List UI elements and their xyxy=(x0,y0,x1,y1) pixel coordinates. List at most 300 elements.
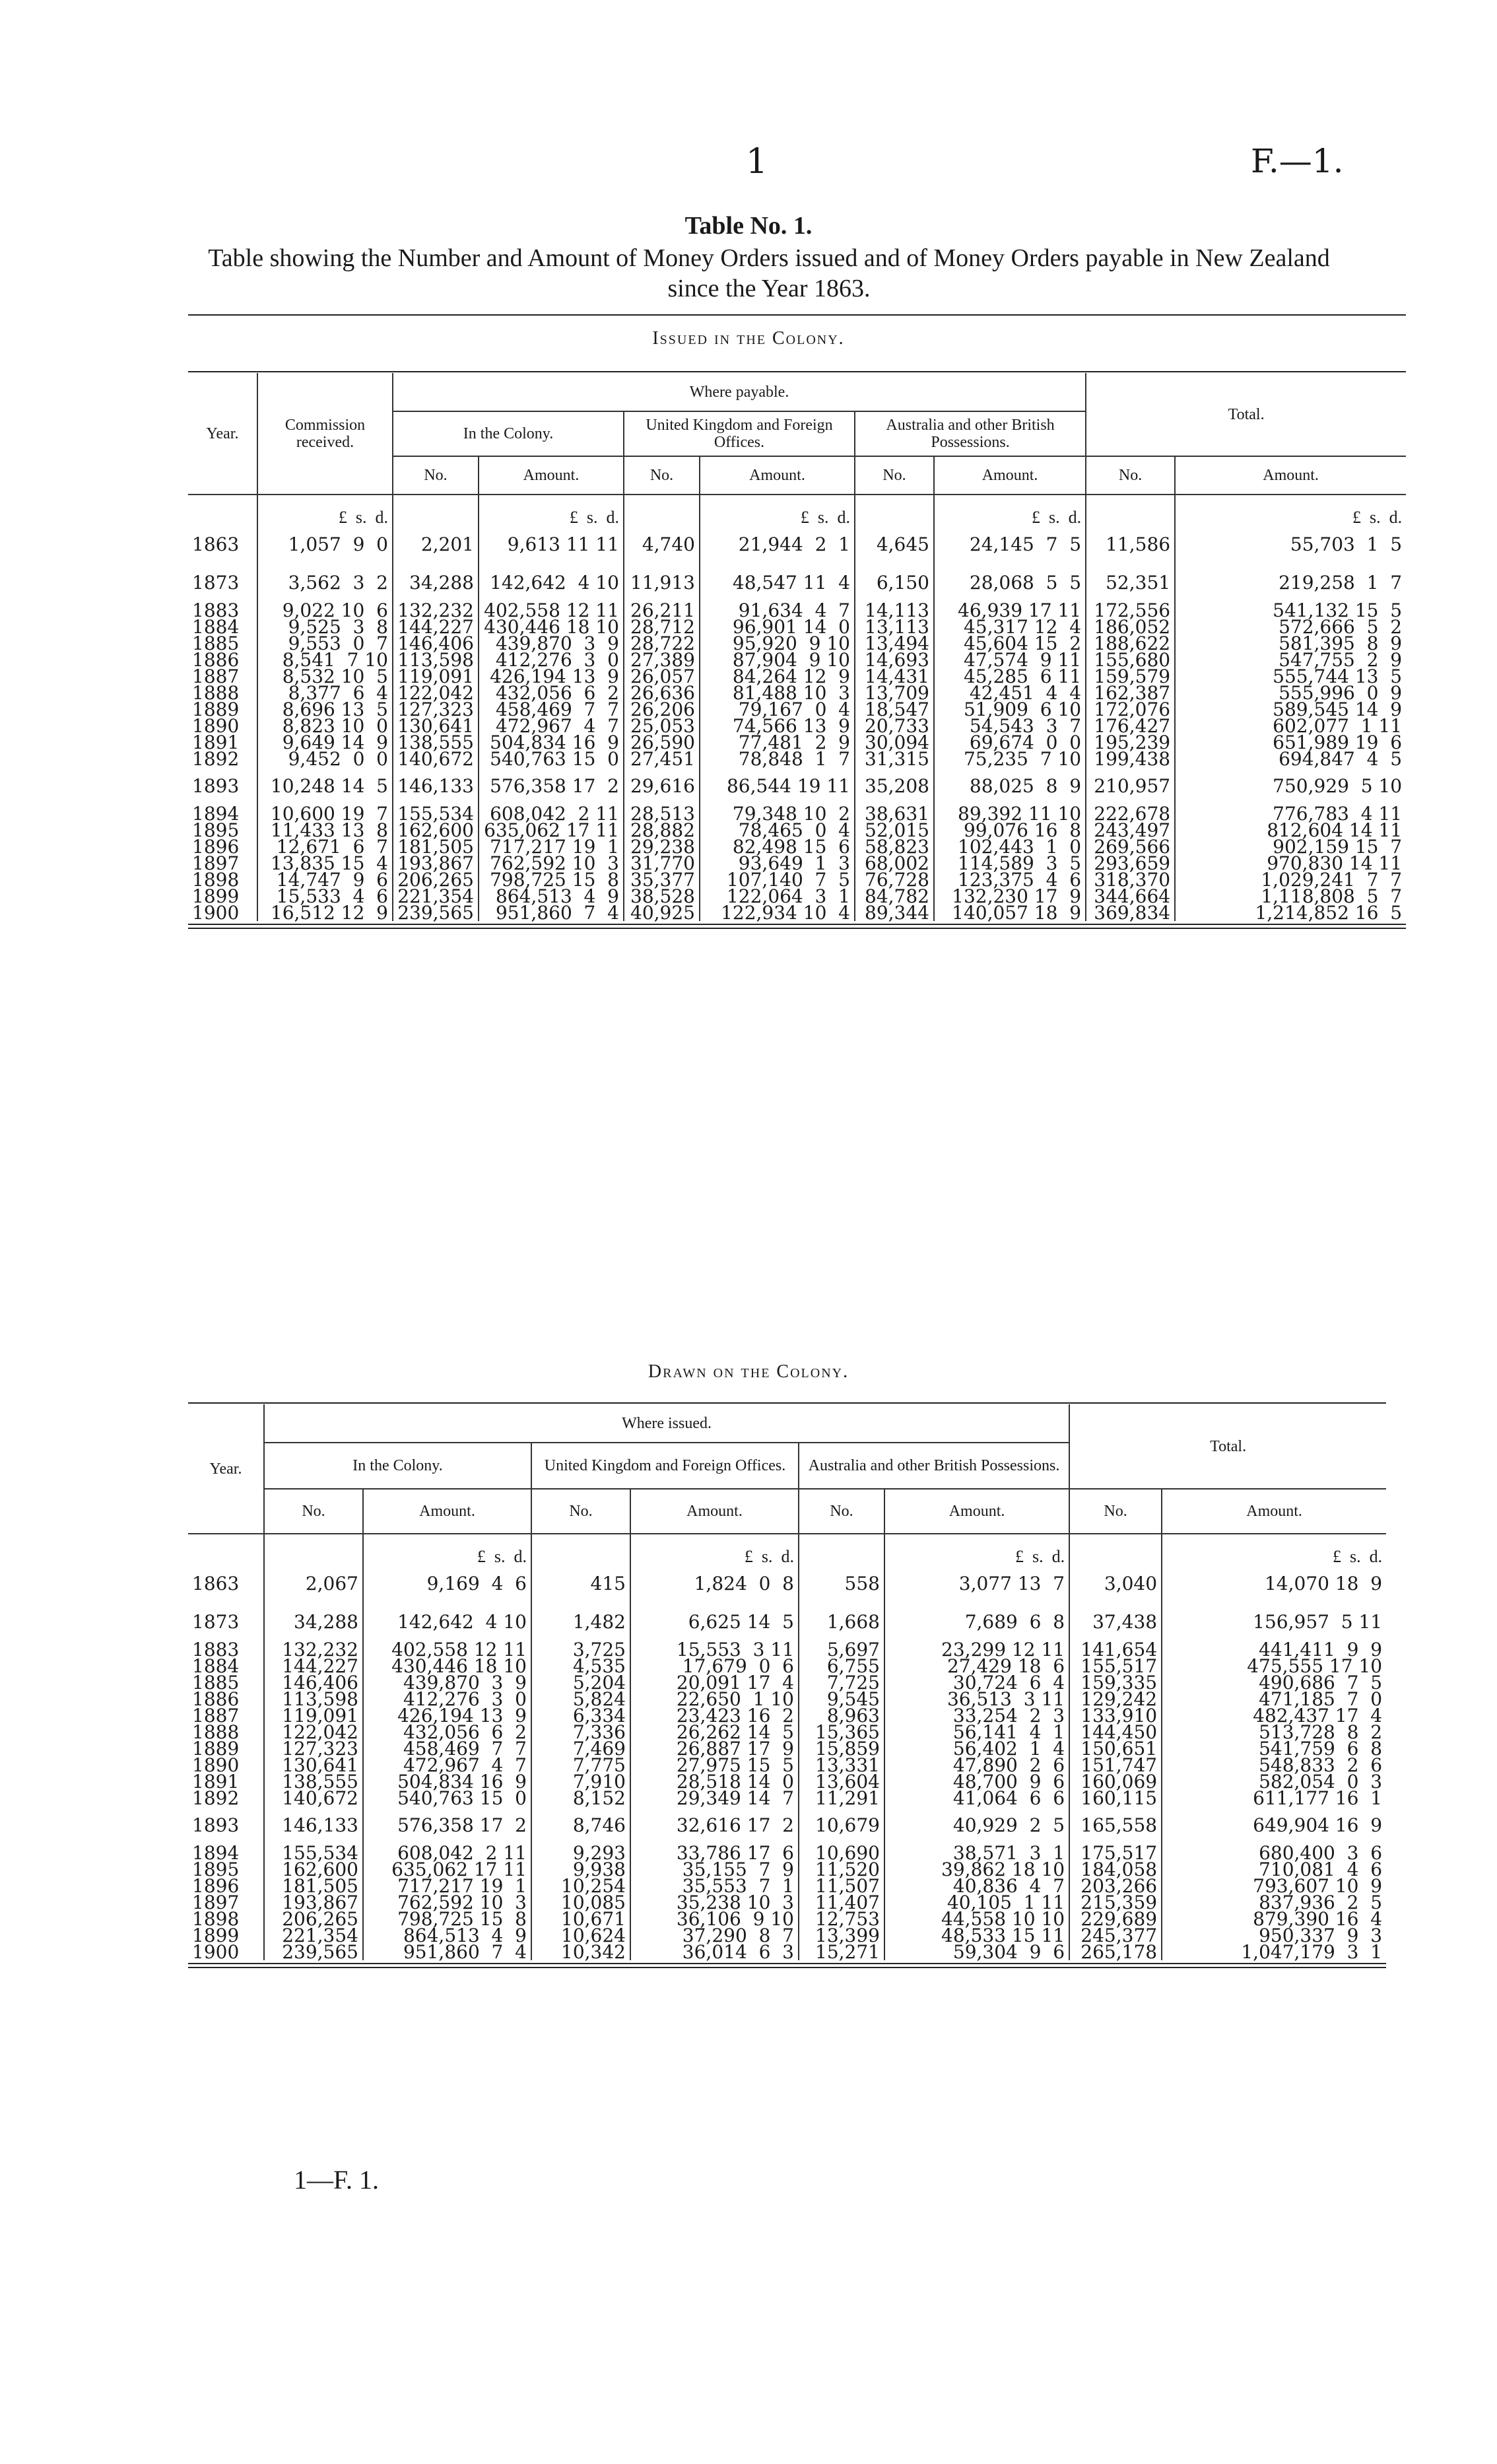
cell-aamt: 59,304 9 6 xyxy=(884,1944,1069,1960)
cell-camt: 412,276 3 0 xyxy=(479,652,624,668)
cell-tno: 133,910 xyxy=(1069,1707,1162,1724)
cell-tamt: 548,833 2 6 xyxy=(1162,1757,1386,1773)
cell-ukamt: 95,920 9 10 xyxy=(700,635,855,652)
cell-year: 1893 xyxy=(192,1814,240,1836)
cell-tno: 162,387 xyxy=(1086,685,1175,701)
cell-year: 1898 xyxy=(192,1908,240,1930)
cell-ano: 15,365 xyxy=(799,1724,884,1740)
cell-ukamt: 1,824 0 8 xyxy=(630,1565,799,1603)
cell-aamt: 89,392 11 10 xyxy=(934,805,1086,822)
cell-camt: 540,763 15 0 xyxy=(363,1790,531,1806)
cell-aamt: 45,604 15 2 xyxy=(934,635,1086,652)
cell-camt: 430,446 18 10 xyxy=(479,619,624,635)
cell-ukamt: 15,553 3 11 xyxy=(630,1641,799,1658)
cell-tamt: 541,759 6 8 xyxy=(1162,1740,1386,1757)
cell-tno: 243,497 xyxy=(1086,822,1175,838)
drawn-table xyxy=(188,1404,1386,1963)
page-number: 1 xyxy=(746,142,768,182)
cell-aamt: 23,299 12 11 xyxy=(884,1641,1069,1658)
cell-cno: 193,867 xyxy=(393,855,479,872)
cell-aamt: 140,057 18 9 xyxy=(934,905,1086,921)
cell-year: 1896 xyxy=(192,836,240,858)
cell-tamt: 513,728 8 2 xyxy=(1162,1724,1386,1740)
cell-camt: 576,358 17 2 xyxy=(479,767,624,805)
cell-cno: 34,288 xyxy=(264,1603,363,1641)
cell-year: 1900 xyxy=(192,902,240,924)
cell-ano: 15,859 xyxy=(799,1740,884,1757)
cell-ukamt: 21,944 2 1 xyxy=(700,526,855,564)
cell-ukamt: 87,904 9 10 xyxy=(700,652,855,668)
cell-tno: 188,622 xyxy=(1086,635,1175,652)
cell-tno: 176,427 xyxy=(1086,718,1175,734)
cell-ukno: 26,057 xyxy=(624,668,700,685)
issued-header-total: Total. xyxy=(1086,373,1406,456)
cell-year: 1885 xyxy=(192,1672,240,1694)
cell-aamt: 45,317 12 4 xyxy=(934,619,1086,635)
drawn-units-row xyxy=(188,1534,1386,1565)
cell-ukamt: 82,498 15 6 xyxy=(700,838,855,855)
cell-cno: 127,323 xyxy=(264,1740,363,1757)
cell-ukno: 31,770 xyxy=(624,855,700,872)
cell-ukamt: 81,488 10 3 xyxy=(700,685,855,701)
cell-comm: 9,553 0 7 xyxy=(257,635,393,652)
cell-year: 1886 xyxy=(192,1688,240,1710)
cell-cno: 34,288 xyxy=(393,564,479,602)
cell-tno: 3,040 xyxy=(1069,1565,1162,1603)
cell-camt: 402,558 12 11 xyxy=(363,1641,531,1658)
cell-cno: 140,672 xyxy=(264,1790,363,1806)
cell-tamt: 950,337 9 3 xyxy=(1162,1927,1386,1944)
cell-ano: 84,782 xyxy=(855,888,934,905)
drawn-header-colony-amount: Amount. xyxy=(363,1489,531,1534)
cell-tamt: 970,830 14 11 xyxy=(1175,855,1406,872)
issued-section-title: Issued in the Colony. xyxy=(652,328,845,349)
cell-ukamt: 122,934 10 4 xyxy=(700,905,855,921)
cell-camt: 762,592 10 3 xyxy=(479,855,624,872)
cell-tno: 318,370 xyxy=(1086,872,1175,888)
cell-ukno: 7,910 xyxy=(531,1773,630,1790)
cell-cno: 181,505 xyxy=(393,838,479,855)
cell-aamt: 40,836 4 7 xyxy=(884,1878,1069,1894)
cell-ukamt: 91,634 4 7 xyxy=(700,602,855,619)
cell-aamt: 123,375 4 6 xyxy=(934,872,1086,888)
cell-tno: 215,359 xyxy=(1069,1894,1162,1911)
cell-ano: 13,709 xyxy=(855,685,934,701)
cell-aamt: 48,533 15 11 xyxy=(884,1927,1069,1944)
cell-ano: 13,604 xyxy=(799,1773,884,1790)
cell-tamt: 649,904 16 9 xyxy=(1162,1806,1386,1845)
cell-year: 1887 xyxy=(192,666,240,687)
cell-aamt: 56,402 1 4 xyxy=(884,1740,1069,1757)
cell-comm: 9,525 3 8 xyxy=(257,619,393,635)
cell-tamt: 482,437 17 4 xyxy=(1162,1707,1386,1724)
cell-ukno: 38,528 xyxy=(624,888,700,905)
issued-header-colony-amount: Amount. xyxy=(479,456,624,495)
cell-cno: 130,641 xyxy=(264,1757,363,1773)
cell-ukno: 10,342 xyxy=(531,1944,630,1960)
cell-tno: 269,566 xyxy=(1086,838,1175,855)
cell-ano: 14,693 xyxy=(855,652,934,668)
cell-year: 1889 xyxy=(192,1738,240,1760)
table-row xyxy=(188,526,1406,564)
cell-ano: 6,755 xyxy=(799,1658,884,1674)
cell-ukamt: 26,262 14 5 xyxy=(630,1724,799,1740)
cell-cno: 132,232 xyxy=(393,602,479,619)
cell-tamt: 55,703 1 5 xyxy=(1175,526,1406,564)
cell-ukno: 28,513 xyxy=(624,805,700,822)
cell-ukno: 3,725 xyxy=(531,1641,630,1658)
cell-year: 1892 xyxy=(192,748,240,770)
cell-aamt: 47,574 9 11 xyxy=(934,652,1086,668)
cell-year: 1895 xyxy=(192,1859,240,1880)
cell-aamt: 36,513 3 11 xyxy=(884,1691,1069,1707)
cell-ano: 11,520 xyxy=(799,1861,884,1878)
cell-ukamt: 77,481 2 9 xyxy=(700,734,855,751)
drawn-header-total-amount: Amount. xyxy=(1162,1489,1386,1534)
top-rule xyxy=(188,314,1406,316)
cell-cno: 239,565 xyxy=(393,905,479,921)
table-row xyxy=(188,1565,1386,1603)
cell-tamt: 589,545 14 9 xyxy=(1175,701,1406,718)
cell-aamt: 33,254 2 3 xyxy=(884,1707,1069,1724)
cell-ukamt: 32,616 17 2 xyxy=(630,1806,799,1845)
cell-cno: 138,555 xyxy=(264,1773,363,1790)
cell-cno: 122,042 xyxy=(264,1724,363,1740)
cell-ano: 76,728 xyxy=(855,872,934,888)
table-row xyxy=(188,767,1406,805)
cell-tamt: 475,555 17 10 xyxy=(1162,1658,1386,1674)
cell-camt: 472,967 4 7 xyxy=(363,1757,531,1773)
table-row xyxy=(188,905,1406,921)
cell-tno: 293,659 xyxy=(1086,855,1175,872)
cell-tamt: 651,989 19 6 xyxy=(1175,734,1406,751)
cell-year: 1883 xyxy=(192,599,240,621)
issued-units-row xyxy=(188,495,1406,526)
cell-cno: 113,598 xyxy=(393,652,479,668)
table-bottom-rule xyxy=(188,928,1406,929)
cell-year: 1884 xyxy=(192,1655,240,1677)
cell-ano: 10,690 xyxy=(799,1845,884,1861)
cell-ano: 20,733 xyxy=(855,718,934,734)
cell-tno: 184,058 xyxy=(1069,1861,1162,1878)
cell-ukamt: 78,848 1 7 xyxy=(700,751,855,767)
cell-camt: 717,217 19 1 xyxy=(363,1878,531,1894)
cell-camt: 635,062 17 11 xyxy=(363,1861,531,1878)
cell-tamt: 156,957 5 11 xyxy=(1162,1603,1386,1641)
cell-aamt: 28,068 5 5 xyxy=(934,564,1086,602)
table-row xyxy=(188,1603,1386,1641)
cell-cno: 119,091 xyxy=(264,1707,363,1724)
cell-ukno: 4,740 xyxy=(624,526,700,564)
cell-comm: 3,562 3 2 xyxy=(257,564,393,602)
cell-tno: 11,586 xyxy=(1086,526,1175,564)
table-row xyxy=(188,1806,1386,1845)
cell-camt: 504,834 16 9 xyxy=(363,1773,531,1790)
cell-cno: 162,600 xyxy=(393,822,479,838)
cell-aamt: 24,145 7 5 xyxy=(934,526,1086,564)
cell-ukamt: 84,264 12 9 xyxy=(700,668,855,685)
cell-ukno: 26,206 xyxy=(624,701,700,718)
drawn-units-total: £ s. d. xyxy=(1162,1534,1386,1565)
cell-tamt: 1,214,852 16 5 xyxy=(1175,905,1406,921)
cell-ukno: 35,377 xyxy=(624,872,700,888)
cell-cno: 221,354 xyxy=(264,1927,363,1944)
drawn-header-total-no: No. xyxy=(1069,1489,1162,1534)
table-title: Table No. 1. xyxy=(684,212,813,240)
cell-aamt: 40,105 1 11 xyxy=(884,1894,1069,1911)
cell-ukamt: 107,140 7 5 xyxy=(700,872,855,888)
cell-tamt: 879,390 16 4 xyxy=(1162,1911,1386,1927)
cell-ano: 14,431 xyxy=(855,668,934,685)
cell-cno: 155,534 xyxy=(264,1845,363,1861)
cell-ukamt: 33,786 17 6 xyxy=(630,1845,799,1861)
cell-ano: 89,344 xyxy=(855,905,934,921)
cell-aamt: 51,909 6 10 xyxy=(934,701,1086,718)
cell-ukno: 27,389 xyxy=(624,652,700,668)
cell-ukno: 26,636 xyxy=(624,685,700,701)
cell-tamt: 776,783 4 11 xyxy=(1175,805,1406,822)
cell-tamt: 1,118,808 5 7 xyxy=(1175,888,1406,905)
issued-table xyxy=(188,373,1406,924)
cell-aamt: 39,862 18 10 xyxy=(884,1861,1069,1878)
cell-cno: 162,600 xyxy=(264,1861,363,1878)
drawn-header-aus-amount: Amount. xyxy=(884,1489,1069,1534)
cell-aamt: 38,571 3 1 xyxy=(884,1845,1069,1861)
cell-year: 1873 xyxy=(192,1611,240,1633)
cell-ano: 58,823 xyxy=(855,838,934,855)
cell-comm: 10,600 19 7 xyxy=(257,805,393,822)
cell-cno: 206,265 xyxy=(393,872,479,888)
cell-camt: 439,870 3 9 xyxy=(479,635,624,652)
cell-ano: 38,631 xyxy=(855,805,934,822)
cell-ukno: 40,925 xyxy=(624,905,700,921)
cell-aamt: 132,230 17 9 xyxy=(934,888,1086,905)
cell-cno: 138,555 xyxy=(393,734,479,751)
cell-ano: 31,315 xyxy=(855,751,934,767)
cell-year: 1890 xyxy=(192,715,240,737)
cell-tamt: 581,395 8 9 xyxy=(1175,635,1406,652)
drawn-header-colony: In the Colony. xyxy=(264,1443,531,1489)
cell-ano: 11,507 xyxy=(799,1878,884,1894)
table-bottom-rule xyxy=(188,1963,1386,1964)
drawn-header-australia: Australia and other British Possessions. xyxy=(799,1443,1069,1489)
cell-year: 1873 xyxy=(192,572,240,594)
cell-ukno: 6,334 xyxy=(531,1707,630,1724)
cell-camt: 540,763 15 0 xyxy=(479,751,624,767)
cell-camt: 717,217 19 1 xyxy=(479,838,624,855)
cell-tno: 52,351 xyxy=(1086,564,1175,602)
cell-ukamt: 122,064 3 1 xyxy=(700,888,855,905)
cell-cno: 130,641 xyxy=(393,718,479,734)
cell-ano: 9,545 xyxy=(799,1691,884,1707)
cell-ukamt: 37,290 8 7 xyxy=(630,1927,799,1944)
table-caption: Table showing the Number and Amount of Money Orders issued and of Money Orders payable in New Zealand since the Year 1863. xyxy=(208,244,1330,302)
cell-tno: 222,678 xyxy=(1086,805,1175,822)
cell-comm: 8,377 6 4 xyxy=(257,685,393,701)
cell-ukno: 27,451 xyxy=(624,751,700,767)
issued-header-australia: Australia and other British Possessions. xyxy=(855,411,1086,456)
cell-tamt: 611,177 16 1 xyxy=(1162,1790,1386,1806)
cell-tamt: 837,936 2 5 xyxy=(1162,1894,1386,1911)
cell-year: 1890 xyxy=(192,1754,240,1776)
cell-ano: 14,113 xyxy=(855,602,934,619)
cell-tno: 265,178 xyxy=(1069,1944,1162,1960)
cell-year: 1898 xyxy=(192,869,240,891)
cell-tno: 160,069 xyxy=(1069,1773,1162,1790)
cell-ukamt: 6,625 14 5 xyxy=(630,1603,799,1641)
cell-camt: 762,592 10 3 xyxy=(363,1894,531,1911)
cell-ano: 52,015 xyxy=(855,822,934,838)
cell-cno: 146,133 xyxy=(264,1806,363,1845)
cell-aamt: 114,589 3 5 xyxy=(934,855,1086,872)
cell-ukno: 28,722 xyxy=(624,635,700,652)
drawn-header-rule xyxy=(188,1402,1386,1404)
cell-aamt: 45,285 6 11 xyxy=(934,668,1086,685)
table-bottom-rule xyxy=(188,924,1406,925)
cell-camt: 951,860 7 4 xyxy=(479,905,624,921)
cell-ukno: 7,775 xyxy=(531,1757,630,1773)
cell-comm: 11,433 13 8 xyxy=(257,822,393,838)
cell-ukno: 5,824 xyxy=(531,1691,630,1707)
cell-ano: 68,002 xyxy=(855,855,934,872)
cell-comm: 13,835 15 4 xyxy=(257,855,393,872)
cell-year: 1894 xyxy=(192,803,240,825)
table-row xyxy=(188,1944,1386,1960)
cell-year: 1863 xyxy=(192,533,240,555)
cell-ano: 13,399 xyxy=(799,1927,884,1944)
cell-tamt: 555,996 0 9 xyxy=(1175,685,1406,701)
cell-aamt: 48,700 9 6 xyxy=(884,1773,1069,1790)
cell-ukamt: 28,518 14 0 xyxy=(630,1773,799,1790)
cell-ukamt: 17,679 0 6 xyxy=(630,1658,799,1674)
cell-ano: 10,679 xyxy=(799,1806,884,1845)
issued-header-uk: United Kingdom and Foreign Offices. xyxy=(624,411,855,456)
cell-year: 1884 xyxy=(192,616,240,638)
cell-ukno: 10,254 xyxy=(531,1878,630,1894)
cell-ukamt: 22,650 1 10 xyxy=(630,1691,799,1707)
issued-header-colony: In the Colony. xyxy=(393,411,624,456)
cell-cno: 119,091 xyxy=(393,668,479,685)
cell-ukamt: 79,348 10 2 xyxy=(700,805,855,822)
cell-year: 1886 xyxy=(192,649,240,671)
cell-camt: 798,725 15 8 xyxy=(479,872,624,888)
cell-aamt: 41,064 6 6 xyxy=(884,1790,1069,1806)
issued-header-rule xyxy=(188,371,1406,372)
cell-ano: 6,150 xyxy=(855,564,934,602)
cell-tno: 245,377 xyxy=(1069,1927,1162,1944)
cell-cno: 206,265 xyxy=(264,1911,363,1927)
cell-aamt: 7,689 6 8 xyxy=(884,1603,1069,1641)
cell-cno: 2,067 xyxy=(264,1565,363,1603)
cell-tno: 151,747 xyxy=(1069,1757,1162,1773)
cell-cno: 193,867 xyxy=(264,1894,363,1911)
cell-camt: 426,194 13 9 xyxy=(363,1707,531,1724)
cell-comm: 9,022 10 6 xyxy=(257,602,393,619)
cell-year: 1863 xyxy=(192,1573,240,1594)
cell-ukamt: 35,155 7 9 xyxy=(630,1861,799,1878)
cell-tamt: 902,159 15 7 xyxy=(1175,838,1406,855)
cell-ukamt: 23,423 16 2 xyxy=(630,1707,799,1724)
cell-tno: 159,335 xyxy=(1069,1674,1162,1691)
cell-tno: 165,558 xyxy=(1069,1806,1162,1845)
cell-ukamt: 27,975 15 5 xyxy=(630,1757,799,1773)
cell-aamt: 56,141 4 1 xyxy=(884,1724,1069,1740)
cell-tamt: 441,411 9 9 xyxy=(1162,1641,1386,1658)
drawn-header-uk-amount: Amount. xyxy=(630,1489,799,1534)
cell-cno: 144,227 xyxy=(264,1658,363,1674)
cell-tamt: 1,047,179 3 1 xyxy=(1162,1944,1386,1960)
cell-tamt: 710,081 4 6 xyxy=(1162,1861,1386,1878)
cell-ukno: 28,712 xyxy=(624,619,700,635)
cell-comm: 8,541 7 10 xyxy=(257,652,393,668)
cell-tamt: 572,666 5 2 xyxy=(1175,619,1406,635)
cell-ano: 11,291 xyxy=(799,1790,884,1806)
cell-comm: 9,452 0 0 xyxy=(257,751,393,767)
cell-ukamt: 93,649 1 3 xyxy=(700,855,855,872)
cell-aamt: 54,543 3 7 xyxy=(934,718,1086,734)
cell-aamt: 3,077 13 7 xyxy=(884,1565,1069,1603)
cell-camt: 432,056 6 2 xyxy=(363,1724,531,1740)
cell-tamt: 547,755 2 9 xyxy=(1175,652,1406,668)
cell-tno: 195,239 xyxy=(1086,734,1175,751)
issued-header-commission: Commission received. xyxy=(257,373,393,495)
cell-aamt: 75,235 7 10 xyxy=(934,751,1086,767)
cell-ukno: 1,482 xyxy=(531,1603,630,1641)
cell-aamt: 27,429 18 6 xyxy=(884,1658,1069,1674)
cell-tno: 210,957 xyxy=(1086,767,1175,805)
cell-camt: 458,469 7 7 xyxy=(479,701,624,718)
issued-header-where-payable: Where payable. xyxy=(393,373,1086,411)
cell-ano: 558 xyxy=(799,1565,884,1603)
cell-year: 1883 xyxy=(192,1639,240,1660)
issued-header-total-no: No. xyxy=(1086,456,1175,495)
cell-tamt: 14,070 18 9 xyxy=(1162,1565,1386,1603)
cell-camt: 432,056 6 2 xyxy=(479,685,624,701)
drawn-units-uk: £ s. d. xyxy=(630,1534,799,1565)
cell-tno: 144,450 xyxy=(1069,1724,1162,1740)
cell-tamt: 694,847 4 5 xyxy=(1175,751,1406,767)
cell-ano: 13,331 xyxy=(799,1757,884,1773)
cell-tamt: 555,744 13 5 xyxy=(1175,668,1406,685)
cell-ukno: 26,590 xyxy=(624,734,700,751)
cell-tno: 160,115 xyxy=(1069,1790,1162,1806)
cell-tno: 172,556 xyxy=(1086,602,1175,619)
cell-ukamt: 79,167 0 4 xyxy=(700,701,855,718)
cell-tamt: 582,054 0 3 xyxy=(1162,1773,1386,1790)
drawn-header-aus-no: No. xyxy=(799,1489,884,1534)
cell-ukamt: 74,566 13 9 xyxy=(700,718,855,734)
cell-comm: 16,512 12 9 xyxy=(257,905,393,921)
cell-camt: 864,513 4 9 xyxy=(479,888,624,905)
cell-year: 1888 xyxy=(192,682,240,704)
cell-ano: 11,407 xyxy=(799,1894,884,1911)
cell-ano: 5,697 xyxy=(799,1641,884,1658)
table-row xyxy=(188,1790,1386,1806)
cell-tamt: 471,185 7 0 xyxy=(1162,1691,1386,1707)
cell-ukno: 4,535 xyxy=(531,1658,630,1674)
cell-tamt: 490,686 7 5 xyxy=(1162,1674,1386,1691)
cell-tno: 155,517 xyxy=(1069,1658,1162,1674)
cell-comm: 8,696 13 5 xyxy=(257,701,393,718)
cell-ukno: 28,882 xyxy=(624,822,700,838)
footer-reference: 1—F. 1. xyxy=(294,2165,380,2195)
cell-tamt: 680,400 3 6 xyxy=(1162,1845,1386,1861)
cell-camt: 458,469 7 7 xyxy=(363,1740,531,1757)
cell-ukno: 5,204 xyxy=(531,1674,630,1691)
cell-ukamt: 35,553 7 1 xyxy=(630,1878,799,1894)
cell-ukno: 9,293 xyxy=(531,1845,630,1861)
cell-ukamt: 86,544 19 11 xyxy=(700,767,855,805)
